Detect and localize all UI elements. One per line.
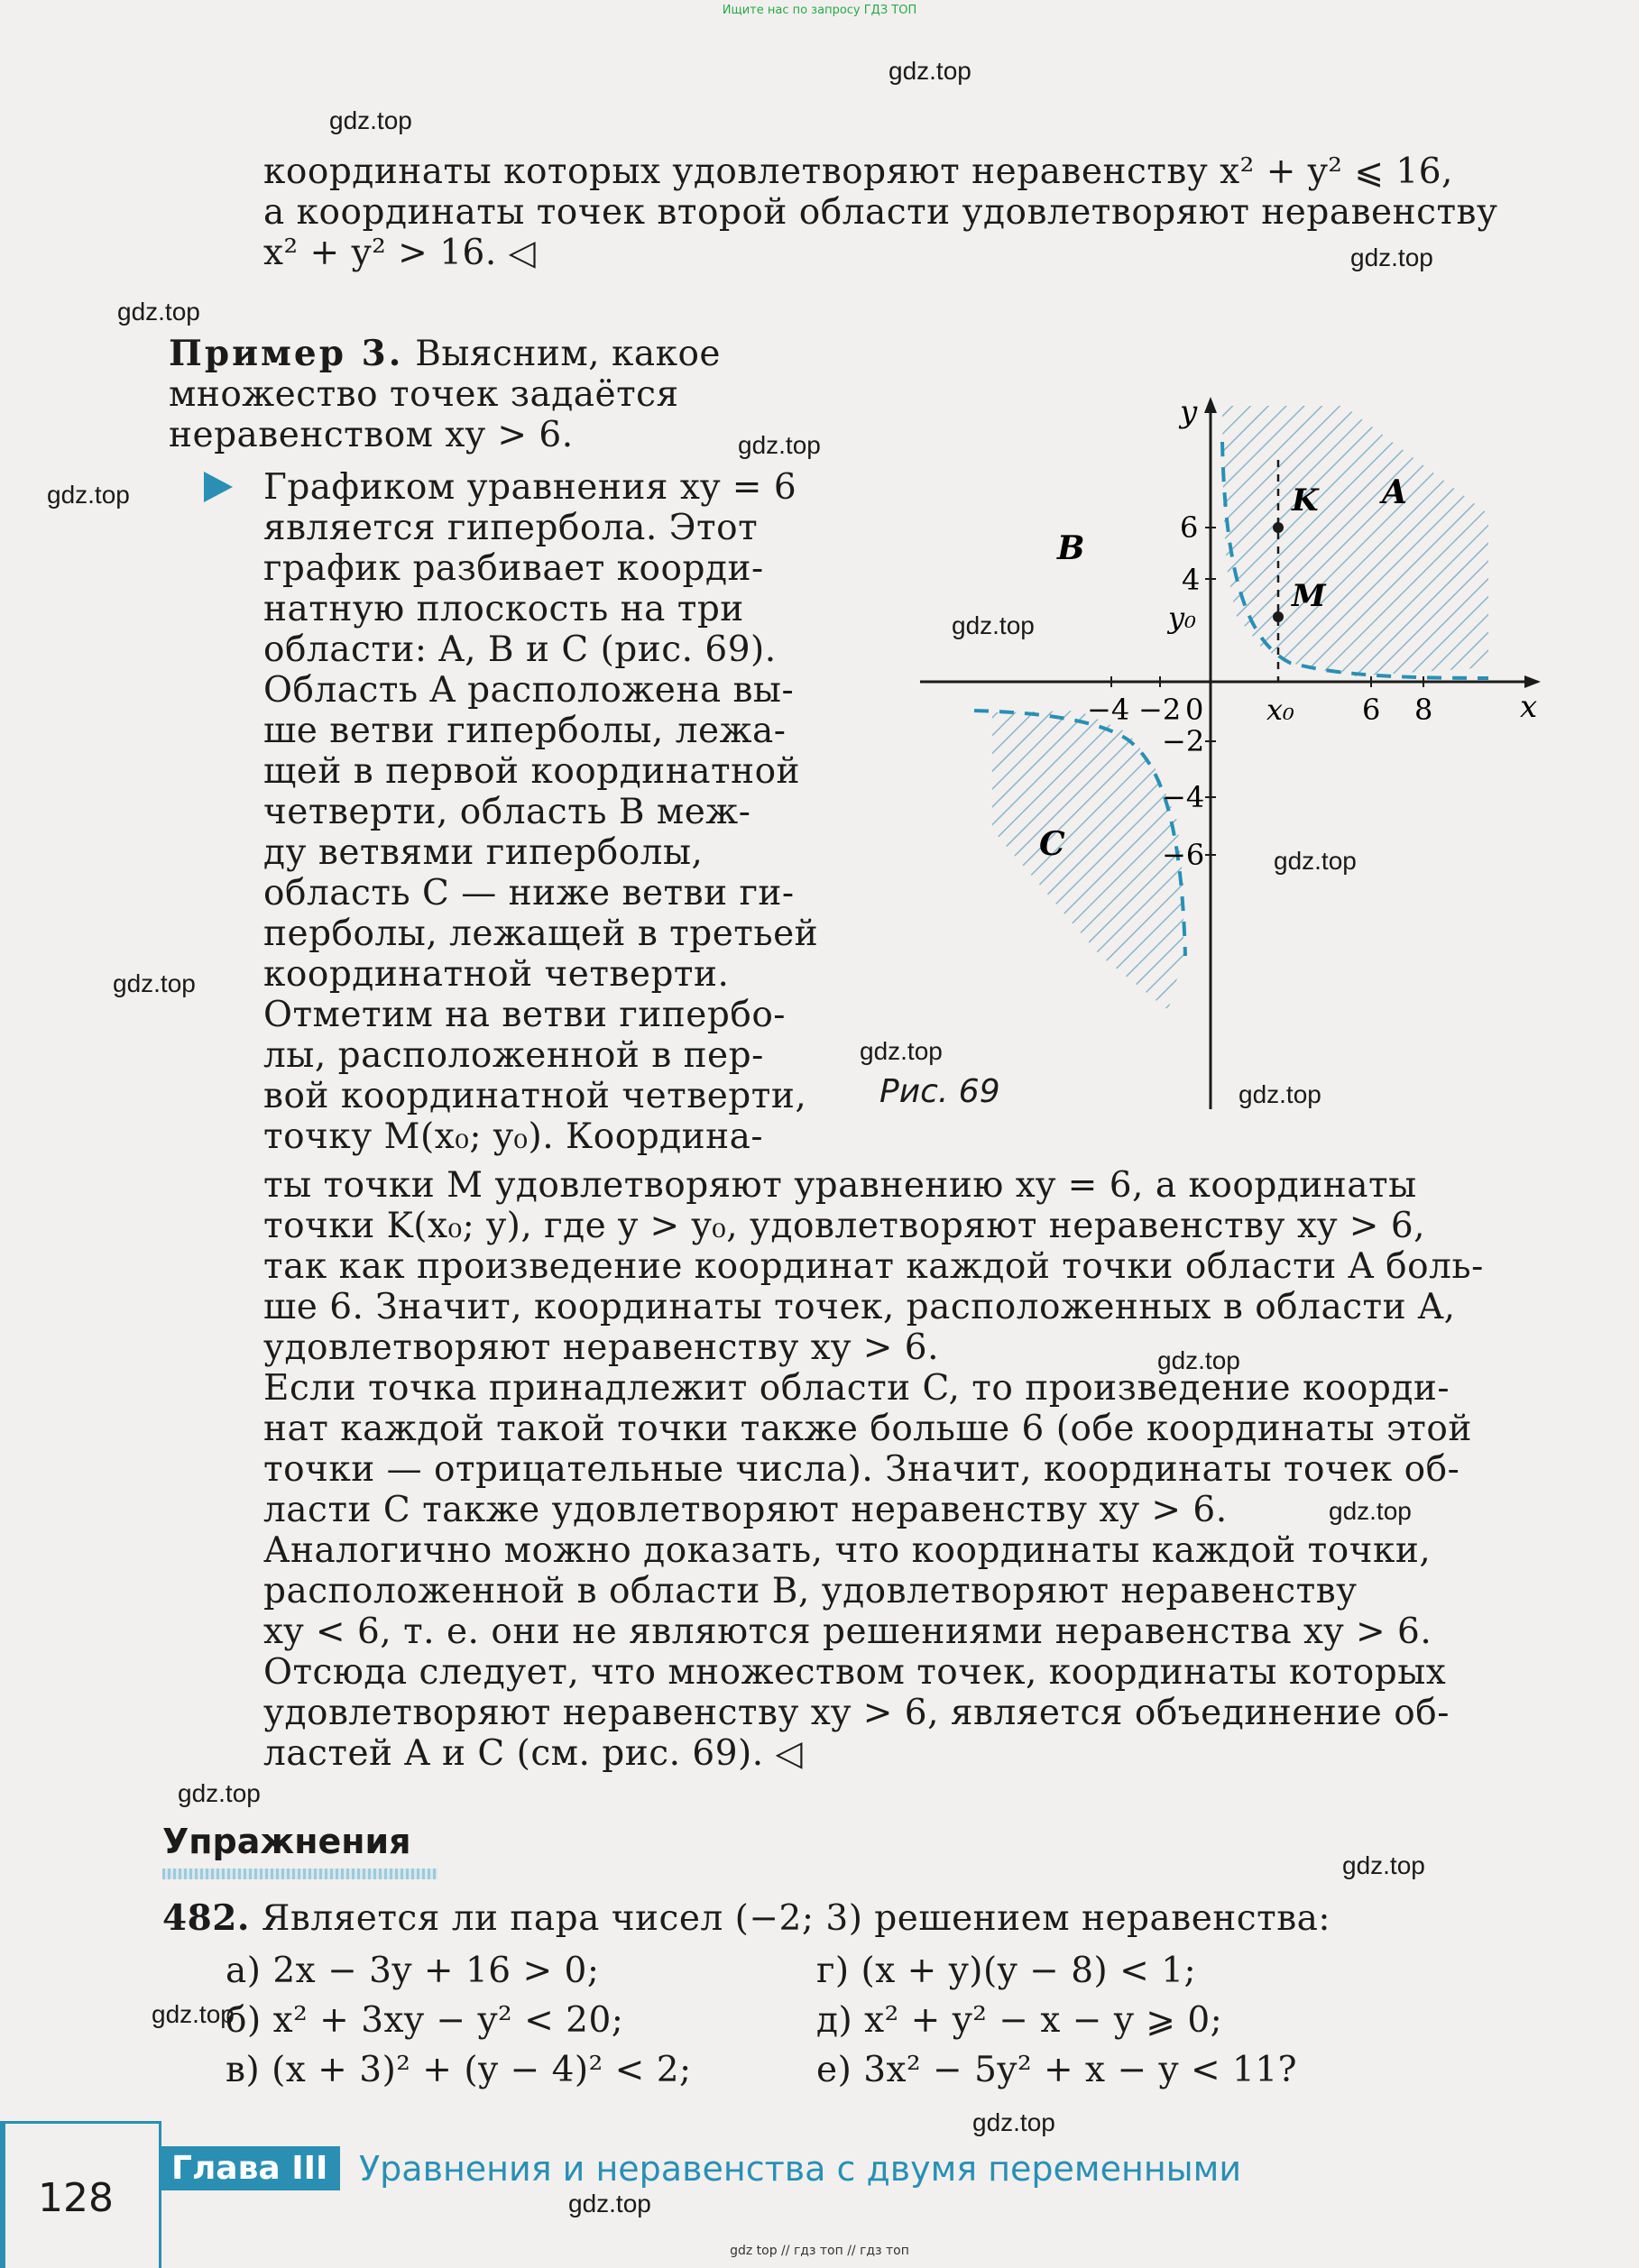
body-line: координатной четверти. [263,954,730,995]
intro-line-1: координаты которых удовлетворяют неравенству x² + y² ⩽ 16, [263,152,1453,192]
y-axis-arrow-icon [1204,397,1217,413]
watermark: gdz.top [47,481,130,509]
region-a-hatch [1222,406,1488,676]
body-line: вой координатной четверти, [263,1076,807,1116]
body-line: ше ветви гиперболы, лежа- [263,711,787,751]
body-line: перболы, лежащей в третьей [263,914,819,954]
x-tick-label: 0 [1185,693,1204,727]
body-line: xy < 6, т. е. они не являются решениями неравенства xy > 6. [263,1611,1432,1652]
example-heading-rest: Выясним, какое [415,334,722,374]
body-line: ластей A и C (см. рис. 69). ◁ [263,1733,804,1774]
exercises-title-underline [162,1869,437,1879]
exercises-title: Упражнения [162,1822,411,1861]
watermark: gdz.top [1157,1346,1240,1374]
body-line: ду ветвями гиперболы, [263,832,704,873]
region-label-c: C [1039,825,1065,863]
body-line: так как произведение координат каждой точки области A боль- [263,1246,1484,1287]
page-number: 128 [38,2175,114,2221]
body-line: ты точки M удовлетворяют уравнению xy = 6, а координаты [263,1165,1417,1206]
body-line: область C — ниже ветви ги- [263,873,795,914]
exercise-item-b: б) x² + 3xy − y² < 20; [226,2000,624,2041]
example-heading: Пример 3. [169,333,404,374]
figure-caption: Рис. 69 [879,1073,1000,1110]
body-line: является гипербола. Этот [263,508,759,548]
example-line-2: множество точек задаётся [169,374,679,415]
body-line: нат каждой такой точки также больше 6 (обе координаты этой [263,1409,1472,1449]
region-label-b: B [1057,529,1085,567]
watermark: gdz.top [178,1779,261,1807]
point-label-k: K [1292,482,1319,519]
x-tick-label: −4 [1087,693,1130,727]
body-line: четверти, область B меж- [263,792,751,832]
example-heading-line [169,334,721,374]
point-label-m: M [1292,578,1326,614]
figure-69-graph [866,379,1552,1109]
y-tick-label: −6 [1162,838,1205,872]
watermark: gdz.top [889,57,971,85]
exercise-item-e: е) 3x² − 5y² + x − y < 11? [816,2050,1298,2090]
watermark: gdz.top [152,2000,235,2028]
watermark: gdz.top [329,106,412,134]
body-line: щей в первой координатной [263,751,801,792]
watermark: gdz.top [1329,1497,1412,1525]
body-line: Область A расположена вы- [263,670,795,711]
exercise-item-d: д) x² + y² − x − y ⩾ 0; [816,2000,1223,2041]
y-tick-label: −4 [1162,780,1205,814]
body-line: лы, расположенной в пер- [263,1035,764,1076]
x-tick-label: 8 [1414,693,1433,727]
body-line: области: A, B и C (рис. 69). [263,629,777,670]
watermark: gdz.top [117,298,200,326]
watermark: gdz.top [1274,847,1357,875]
exercise-item-v: в) (x + 3)² + (y − 4)² < 2; [226,2050,692,2090]
bottom-note: gdz top // гдз топ // гдз топ [730,2244,909,2258]
x-axis-arrow-icon [1524,675,1541,688]
x-tick-label: −2 [1138,693,1182,727]
watermark: gdz.top [568,2190,651,2217]
body-line: Если точка принадлежит области C, то произведение коорди- [263,1368,1450,1409]
exercise-question: Является ли пара чисел (−2; 3) решением неравенства: [261,1898,1331,1939]
exercise-482-question-line [162,1898,1331,1939]
region-c-hatch [992,711,1183,1010]
example-line-3: неравенством xy > 6. [169,415,574,455]
region-label-a: A [1382,473,1407,511]
watermark: gdz.top [1350,243,1433,271]
body-line: точки K(x₀; y), где y > y₀, удовлетворяют неравенству xy > 6, [263,1206,1426,1246]
point-k [1273,522,1284,533]
watermark: gdz.top [972,2108,1055,2136]
y-tick-label: y₀ [1168,601,1196,635]
solution-marker-icon [204,472,233,502]
body-line: удовлетворяют неравенству xy > 6, является объединение об- [263,1693,1450,1733]
body-line: Аналогично можно доказать, что координаты каждой точки, [263,1530,1432,1571]
x-axis-name: x [1520,689,1538,725]
body-line: натную плоскость на три [263,589,744,629]
body-line: Отсюда следует, что множеством точек, координаты которых [263,1652,1447,1693]
watermark: gdz.top [1238,1080,1321,1108]
body-line: удовлетворяют неравенству xy > 6. [263,1327,940,1368]
exercise-item-a: а) 2x − 3y + 16 > 0; [226,1951,600,1991]
intro-line-2: а координаты точек второй области удовлетворяют неравенству [263,192,1498,233]
body-line: Отметим на ветви гипербо- [263,995,786,1035]
watermark: gdz.top [113,969,196,997]
body-line: ласти C также удовлетворяют неравенству xy > 6. [263,1490,1228,1530]
body-line: Графиком уравнения xy = 6 [263,467,797,508]
x-tick-label: x₀ [1266,693,1294,727]
watermark: gdz.top [738,431,821,459]
y-tick-label: 6 [1180,510,1199,545]
intro-line-3: x² + y² > 16. ◁ [263,233,537,273]
body-line: расположенной в области B, удовлетворяют неравенству [263,1571,1358,1611]
point-m [1273,611,1284,622]
watermark: gdz.top [1342,1851,1425,1879]
y-axis-name: y [1180,394,1198,430]
body-line: точки — отрицательные числа). Значит, координаты точек об- [263,1449,1460,1490]
top-search-note: Ищите нас по запросу ГДЗ ТОП [722,4,917,17]
watermark: gdz.top [952,611,1035,639]
body-line: график разбивает коорди- [263,548,764,589]
exercise-item-g: г) (x + y)(y − 8) < 1; [816,1951,1197,1991]
body-line: точку M(x₀; y₀). Координа- [263,1116,764,1157]
y-tick-label: 4 [1182,563,1201,597]
chapter-badge: Глава III [159,2146,340,2190]
exercise-number: 482. [162,1897,250,1939]
body-line: ше 6. Значит, координаты точек, расположенных в области A, [263,1287,1456,1327]
x-tick-label: 6 [1362,693,1381,727]
y-tick-label: −2 [1162,724,1205,758]
footer-top-rule [5,2121,159,2124]
chapter-title: Уравнения и неравенства с двумя переменными [359,2149,1242,2189]
watermark: gdz.top [860,1037,943,1065]
